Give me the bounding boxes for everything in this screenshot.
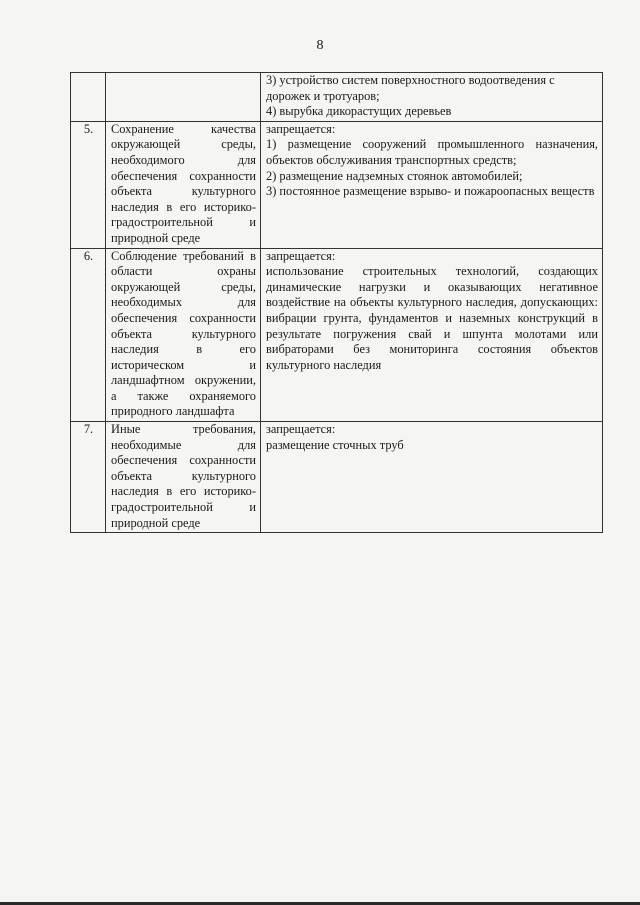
prohibition-cell	[261, 422, 603, 533]
prohibition-line: 2) размещение надземных стоянок автомобилей;	[266, 168, 523, 183]
row-number: 6.	[71, 248, 106, 422]
prohibition-cell	[261, 248, 603, 422]
requirements-table	[70, 72, 603, 533]
requirement-cell: Соблюдение требований в области охраны окружающей среды, необходимых для обеспечения сохранности объекта культурного наследия в его историческом и ландшафтном окружении, а также охраняемого природного ландшафта	[106, 248, 261, 422]
prohibition-line: 3) постоянное размещение взрыво- и пожароопасных веществ	[266, 184, 595, 199]
row-number	[71, 73, 106, 122]
prohibition-line: использование строительных технологий, создающих динамические нагрузки и оказывающих негативное воздействие на объекты культурного наследия, допускающих: вибрации грунта, фундаментов и наземных конструкций в результате погружения свай и шпунта молотами или вибраторами без мониторинга состояния объектов культурного наследия	[266, 264, 598, 372]
prohibition-line: запрещается:	[266, 121, 336, 136]
prohibition-line: запрещается:	[266, 422, 336, 437]
row-number: 7.	[71, 422, 106, 533]
requirement-cell: Сохранение качества окружающей среды, необходимого для обеспечения сохранности объекта культурного наследия в его историко-градостроительной и природной среде	[106, 121, 261, 248]
requirement-cell	[106, 73, 261, 122]
table-row	[71, 248, 603, 422]
table-row	[71, 121, 603, 248]
prohibition-line: размещение сточных труб	[266, 437, 404, 452]
prohibition-line: 3) устройство систем поверхностного водоотведения с	[266, 73, 555, 87]
table-row	[71, 422, 603, 533]
requirement-cell: Иные требования, необходимые для обеспечения сохранности объекта культурного наследия в его историко-градостроительной и природной среде	[106, 422, 261, 533]
prohibition-cell	[261, 121, 603, 248]
page-number: 8	[316, 38, 324, 53]
table-row	[71, 73, 603, 122]
row-number: 5.	[71, 121, 106, 248]
prohibition-cell	[261, 73, 603, 122]
prohibition-line: запрещается:	[266, 248, 336, 263]
prohibition-line: 1) размещение сооружений промышленного назначения, объектов обслуживания транспортных средств;	[266, 137, 598, 167]
prohibition-line: 4) вырубка дикорастущих деревьев	[266, 104, 452, 119]
prohibition-line: дорожек и тротуаров;	[266, 88, 380, 103]
